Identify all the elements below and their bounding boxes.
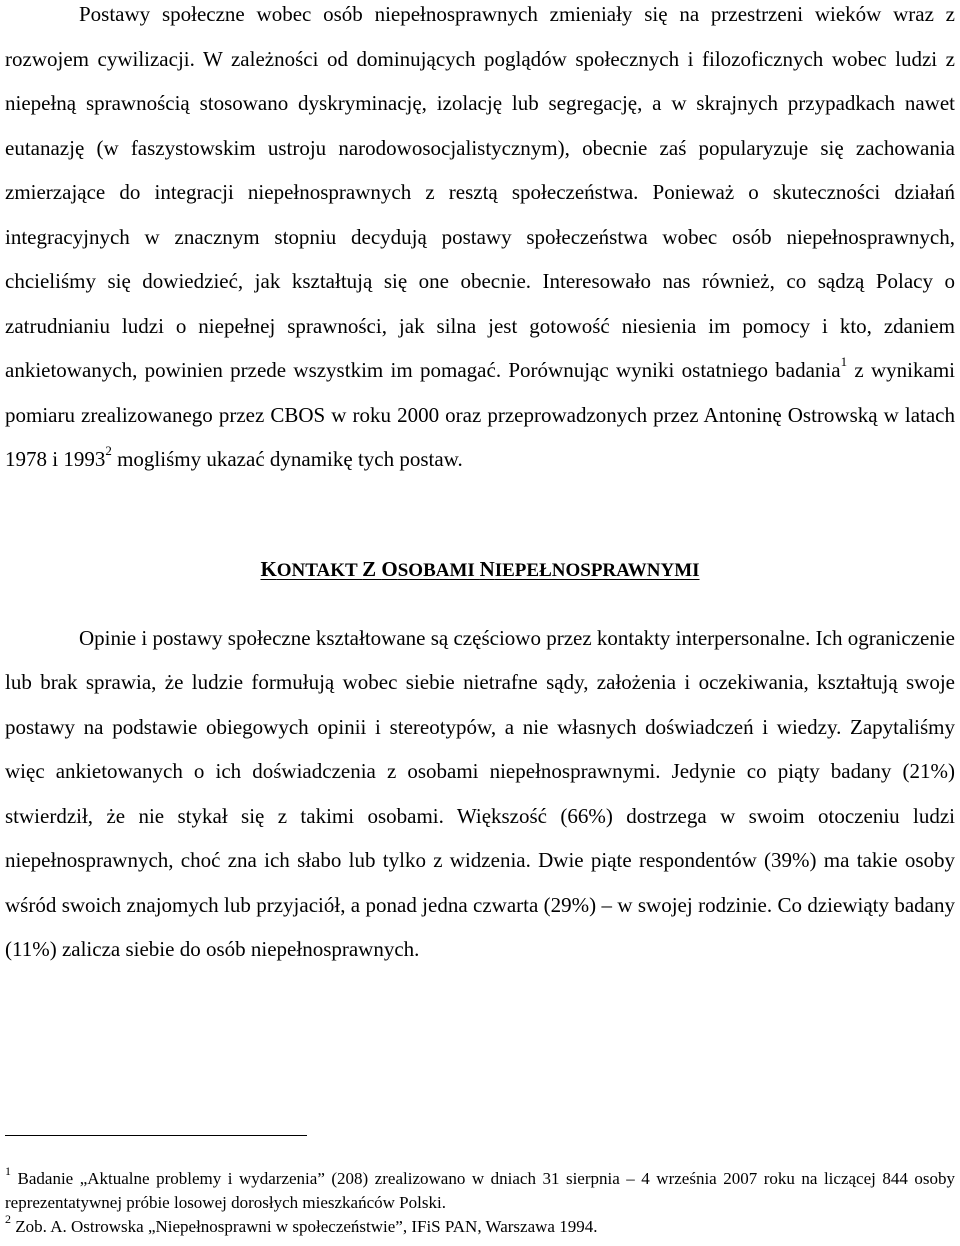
footnote-ref-2[interactable]: 2 xyxy=(105,443,112,458)
contact-paragraph: Opinie i postawy społeczne kształtowane są częściowo przez kontakty interpersonalne. Ich ograniczenie lub brak sprawia, że ludzie formułują wobec siebie nietrafne sądy, założenia i oczekiwania, kształtują swoje postawy na podstawie obiegowych opinii i stereotypów, a nie własnych doświadczeń i wiedzy. Zapytaliśmy więc ankietowanych o ich doświadczenia z osobami niepełnosprawnymi. Jedynie co piąty badany (21%) stwierdził, że nie stykał się z takimi osobami. Większość (66%) dostrzega w swoim otoczeniu ludzi niepełnosprawnych, choć zna ich słabo lub tylko z widzenia. Dwie piąte respondentów (39%) ma takie osoby wśród swoich znajomych lub przyjaciół, a ponad jedna czwarta (29%) – w swojej rodzinie. Co dziewiąty badany (11%) zalicza siebie do osób niepełnosprawnych. xyxy=(5,625,955,961)
intro-text-part2: z wynikami pomiaru zrealizowanego przez CBOS w roku 2000 oraz przeprowadzonych przez Antoninę Ostrowską w latach 1978 i 1993 xyxy=(5,358,956,471)
section-heading: KONTAKT Z OSOBAMI NIEPEŁNOSPRAWNYMI xyxy=(260,556,700,581)
intro-paragraph xyxy=(5,0,955,482)
footnote-divider xyxy=(5,1135,307,1136)
footnote-text-2: Zob. A. Ostrowska „Niepełnosprawni w społeczeństwie”, IFiS PAN, Warszawa 1994. xyxy=(11,1217,598,1236)
footnote-1 xyxy=(5,1164,955,1215)
intro-text-part1: Postawy społeczne wobec osób niepełnosprawnych zmieniały się na przestrzeni wieków wraz z rozwojem cywilizacji. W zależności od dominujących poglądów społecznych i filozoficznych wobec ludzi z niepełną sprawnością stosowano dyskryminację, izolację lub segregację, a w skrajnych przypadkach nawet eutanazję (w faszystowskim ustroju narodowosocjalistycznym), obecnie zaś popularyzuje się zachowania zmierzające do integracji niepełnosprawnych z resztą społeczeństwa. Ponieważ o skuteczności działań integracyjnych w znacznym stopniu decydują postawy społeczeństwa wobec osób niepełnosprawnych, chcieliśmy się dowiedzieć, jak kształtują się one obecnie. Interesowało nas również, co sądzą Polacy o zatrudnianiu ludzi o niepełnej sprawności, jak silna jest gotowość niesienia im pomocy i kto, zdaniem ankietowanych, powinien przede wszystkim im pomagać. Porównując wyniki ostatniego badania xyxy=(5,2,955,382)
footnote-marker-1: 1 xyxy=(5,1164,11,1179)
footnote-text-1: Badanie „Aktualne problemy i wydarzenia” (208) zrealizowano w dniach 31 sierpnia – 4 września 2007 roku na liczącej 844 osoby reprezentatywnej próbie losowej dorosłych mieszkańców Polski. xyxy=(5,1169,955,1212)
footnotes xyxy=(5,1164,955,1239)
intro-text-part3: mogliśmy ukazać dynamikę tych postaw. xyxy=(111,447,463,471)
footnote-marker-2: 2 xyxy=(5,1212,11,1227)
document-page xyxy=(5,0,955,972)
footnote-2 xyxy=(5,1212,955,1239)
footnote-ref-1[interactable]: 1 xyxy=(840,354,848,369)
